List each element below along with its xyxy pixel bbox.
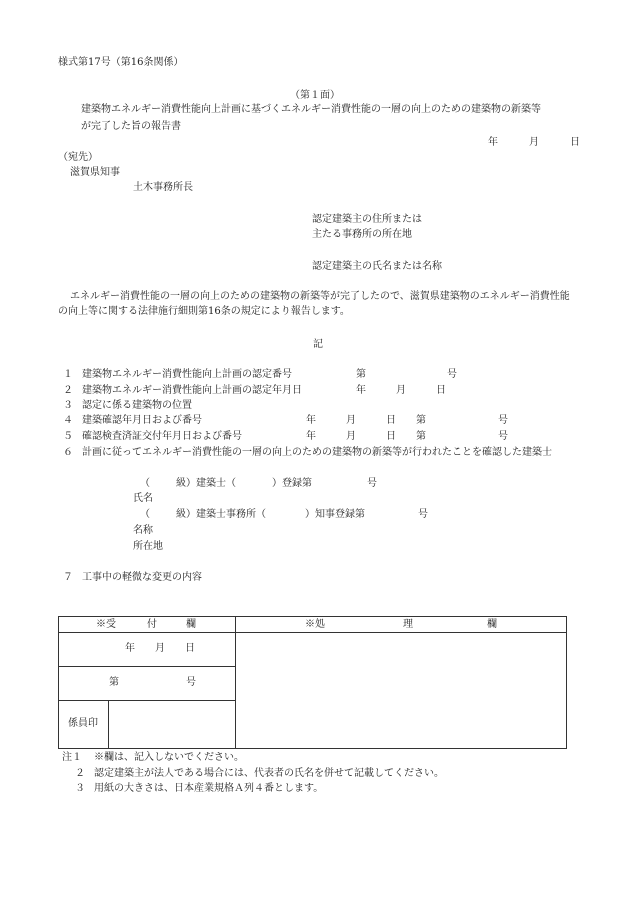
table-row-divider-1 [58,666,235,667]
item-1-label: 建築物エネルギー消費性能向上計画の認定番号 [82,369,292,380]
item-1-number: １ [63,369,73,380]
note-1-number: 注１ [62,752,82,763]
office-registration-label: ）知事登録第 [305,509,365,520]
office-meisho-label: 名称 [133,525,153,536]
date-day: 日 [570,137,580,148]
item-7-label: 工事中の軽微な変更の内容 [82,572,202,583]
item-4-label: 建築確認年月日および番号 [82,415,202,426]
reception-year: 年 [125,643,135,654]
processing-header-2: 理 [403,619,413,630]
page-label: （第１面） [290,90,340,101]
reception-dai: 第 [109,677,119,688]
table-header-divider [58,632,567,633]
item-4-number: ４ [63,415,73,426]
architect-kyu-label: 級）建築士（ [176,478,236,489]
processing-header-3: 欄 [487,619,497,630]
item-5-dai: 第 [416,431,426,442]
ki-heading: 記 [313,339,323,350]
item-1-dai: 第 [356,369,366,380]
office-kyu-label: 級）建築士事務所（ [176,509,266,520]
item-2-label: 建築物エネルギー消費性能向上計画の認定年月日 [82,385,302,396]
table-row-divider-2 [58,700,235,701]
architect-open-paren-1: （ [140,478,150,489]
applicant-address-line-1: 認定建築主の住所または [312,214,422,225]
item-7-number: ７ [63,572,73,583]
stamp-column-divider [108,700,109,749]
body-line-1: エネルギー消費性能の一層の向上のための建築物の新築等が完了したので、滋賀県建築物のエネルギー消費性能 [70,291,570,302]
item-2-number: ２ [63,385,73,396]
item-5-day: 日 [386,431,396,442]
applicant-address-line-2: 主たる事務所の所在地 [312,229,412,240]
note-1-text: ※欄は、記入しないでください。 [94,752,244,763]
office-location-label: 所在地 [133,541,163,552]
processing-header-1: ※処 [305,619,325,630]
item-4-dai: 第 [416,415,426,426]
item-4-go: 号 [498,415,508,426]
reception-header-2: 付 [147,619,157,630]
applicant-name-label: 認定建築主の氏名または名称 [312,261,442,272]
table-column-divider [235,616,236,749]
reception-header-1: ※受 [96,619,116,630]
architect-registration-label: ）登録第 [272,478,312,489]
item-6-label: 計画に従ってエネルギー消費性能の一層の向上のための建築物の新築等が行われたことを確認した建築士 [82,447,552,458]
item-4-day: 日 [386,415,396,426]
architect-open-paren-2: （ [140,509,150,520]
title-line-1: 建築物エネルギー消費性能向上計画に基づくエネルギー消費性能の一層の向上のための建築物の新築等 [81,104,541,115]
item-3-number: ３ [63,400,73,411]
item-1-go: 号 [447,369,457,380]
note-2-text: 認定建築主が法人である場合には、代表者の氏名を併せて記載してください。 [94,768,444,779]
architect-go-1: 号 [367,478,377,489]
item-4-year: 年 [306,415,316,426]
note-3-text: 用紙の大きさは、日本産業規格Ａ列４番とします。 [94,783,324,794]
reception-go: 号 [186,677,196,688]
architect-name-label: 氏名 [133,493,153,504]
stamp-label: 係員印 [68,718,98,729]
item-5-month: 月 [346,431,356,442]
item-2-year: 年 [356,385,366,396]
date-month: 月 [529,137,539,148]
reception-header-3: 欄 [186,619,196,630]
addressee-office: 土木事務所長 [133,182,193,193]
reception-day: 日 [185,643,195,654]
title-line-2: が完了した旨の報告書 [81,121,181,132]
date-year: 年 [488,137,498,148]
reception-month: 月 [155,643,165,654]
reception-table [58,616,567,749]
item-3-label: 認定に係る建築物の位置 [82,400,192,411]
addressee-label: （宛先） [58,152,98,163]
body-line-2: の向上等に関する法律施行細則第16条の規定により報告します。 [58,306,350,317]
addressee-governor: 滋賀県知事 [70,167,120,178]
item-5-year: 年 [306,431,316,442]
item-5-go: 号 [498,431,508,442]
item-2-day: 日 [436,385,446,396]
architect-go-2: 号 [418,509,428,520]
item-6-number: ６ [63,447,73,458]
note-2-number: ２ [75,768,85,779]
form-number: 様式第17号（第16条関係） [58,57,184,68]
item-5-label: 確認検査済証交付年月日および番号 [82,431,242,442]
item-5-number: ５ [63,431,73,442]
item-4-month: 月 [346,415,356,426]
note-3-number: ３ [75,783,85,794]
item-2-month: 月 [396,385,406,396]
